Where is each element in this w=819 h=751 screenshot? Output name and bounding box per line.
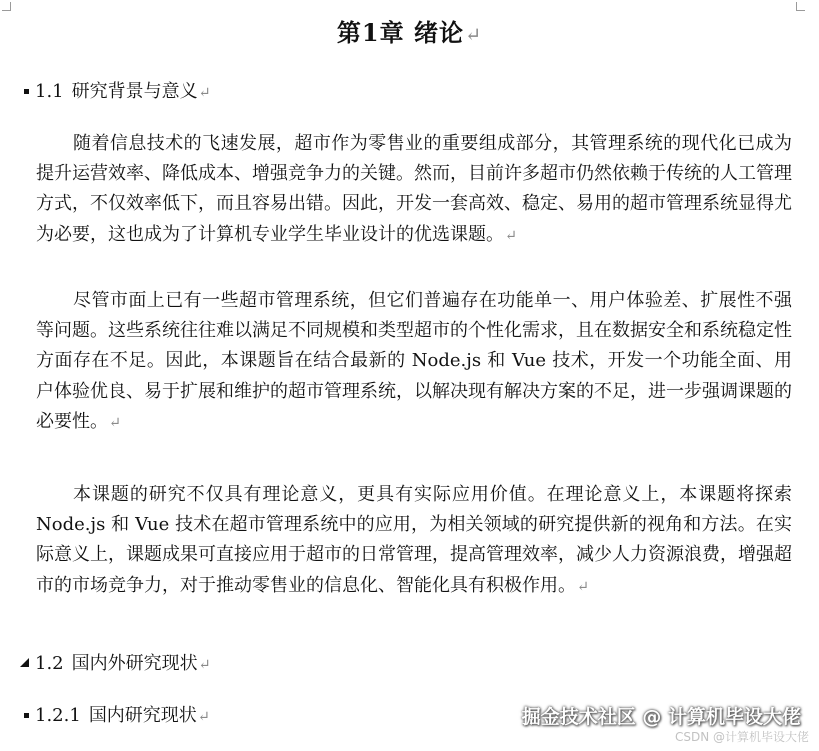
section-heading-1-2 [20,651,211,678]
paragraph-text: 随着信息技术的飞速发展，超市作为零售业的重要组成部分，其管理系统的现代化已成为提升运营效率、降低成本、增强竞争力的关键。然而，目前许多超市仍然依赖于传统的人工管理方式，不仅效率低下，而且容易出错。因此，开发一套高效、稳定、易用的超市管理系统显得尤为必要，这也成为了计算机专业学生毕业设计的优选课题。 [36,133,792,245]
paragraph-mark-icon: ↵ [109,414,122,431]
expand-triangle-icon[interactable] [20,658,29,667]
paragraph-mark-icon: ↵ [577,578,590,595]
csdn-watermark: CSDN @计算机毕设大佬 [674,730,809,744]
collapse-bullet-icon[interactable] [24,89,29,94]
section-number: 1.1 [35,81,64,102]
body-paragraph [36,129,792,251]
section-heading-1-1 [24,79,211,106]
paragraph-text: 尽管市面上已有一些超市管理系统，但它们普遍存在功能单一、用户体验差、扩展性不强等问题。这些系统往往难以满足不同规模和类型超市的个性化需求，且在数据安全和系统稳定性方面存在不足。因此，本课题旨在结合最新的 Node.js 和 Vue 技术，开发一个功能全面、用户体验优良、易于扩展和维护的超市管理系统，以解决现有解决方案的不足，进一步强调课题的必要性。 [36,290,792,432]
paragraph-mark-icon: ↵ [198,657,211,673]
collapse-bullet-icon[interactable] [24,713,29,718]
crop-mark-top-right [796,2,805,11]
body-paragraph [36,286,792,438]
paragraph-mark-icon: ↵ [198,85,211,101]
chapter-title-text: 第1章 绪论 [336,18,464,47]
body-paragraph [36,480,792,602]
crop-mark-top-left [2,2,11,11]
section-title: 国内研究现状 [88,705,197,726]
chapter-title [0,16,819,52]
paragraph-text: 本课题的研究不仅具有理论意义，更具有实际应用价值。在理论意义上，本课题将探索 Node.js 和 Vue 技术在超市管理系统中的应用，为相关领域的研究提供新的视角和方法。在实际意义上，课题成果可直接应用于超市的日常管理，提高管理效率，减少人力资源浪费，增强超市的市场竞争力，对于推动零售业的信息化、智能化具有积极作用。 [36,484,792,596]
paragraph-mark-icon: ↵ [505,227,518,244]
section-heading-1-2-1 [24,703,210,730]
section-title: 国内外研究现状 [71,653,198,674]
juejin-watermark: 掘金技术社区 @ 计算机毕设大佬 [521,706,801,728]
paragraph-mark-icon: ↵ [464,23,483,46]
paragraph-mark-icon: ↵ [197,709,210,725]
section-number: 1.2.1 [35,705,81,726]
section-number: 1.2 [35,653,64,674]
section-title: 研究背景与意义 [71,81,198,102]
